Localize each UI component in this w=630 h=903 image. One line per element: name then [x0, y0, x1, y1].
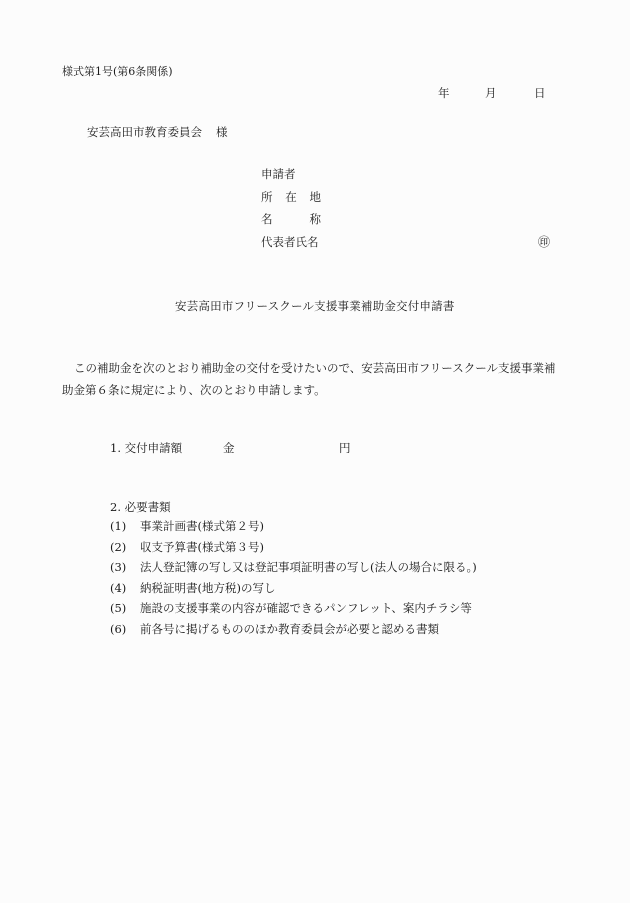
address-label: [261, 190, 321, 204]
list-item: [110, 540, 477, 561]
list-item: [110, 560, 477, 581]
body-paragraph: [62, 357, 582, 401]
body-line-1: この補助金を次のとおり補助金の交付を受けたいので、安芸高田市フリースクール支援事業補: [74, 361, 556, 375]
list-item: [110, 622, 477, 643]
item-number: (1): [110, 519, 127, 533]
address-label-row: [261, 190, 321, 213]
item-text: 納税証明書(地方税)の写し: [140, 580, 276, 595]
name-label-char: 称: [309, 212, 321, 226]
address-label-char: 地: [309, 189, 321, 204]
list-item: [110, 519, 477, 540]
body-line-2: 助金第６条に規定により、次のとおり申請します。: [62, 383, 326, 397]
item-number: (3): [110, 560, 127, 574]
representative-label: 代表者氏名: [261, 234, 319, 249]
name-label-row: [261, 212, 321, 235]
addressee: [87, 125, 228, 139]
item-number: (2): [110, 539, 127, 554]
item-text: 施設の支援事業の内容が確認できるパンフレット、案内チラシ等: [140, 601, 472, 615]
item-text: 前各号に掲げるもののほか教育委員会が必要と認める書類: [140, 621, 439, 636]
name-label: [261, 212, 321, 226]
required-documents-list: [110, 519, 477, 642]
item-number: (4): [110, 580, 127, 595]
document-title: 安芸高田市フリースクール支援事業補助金交付申請書: [175, 299, 455, 313]
item-text: 法人登記簿の写し又は登記事項証明書の写し(法人の場合に限る。): [140, 560, 477, 574]
name-label-char: 名: [261, 212, 273, 226]
section-grant-amount: [110, 441, 351, 455]
form-number: 様式第1号(第6条関係): [62, 65, 173, 78]
date-month-label: 月: [485, 86, 497, 100]
applicant-block: [261, 167, 321, 257]
item-number: (5): [110, 601, 127, 615]
address-label-char: 在: [285, 189, 297, 204]
required-documents-heading: 2. 必要書類: [110, 500, 171, 514]
date-year-label: 年: [438, 86, 450, 100]
list-item: [110, 581, 477, 602]
addressee-honorific: 様: [216, 125, 228, 139]
applicant-heading: 申請者: [261, 167, 296, 181]
grant-amount-label: 1. 交付申請額: [110, 441, 183, 455]
address-label-char: 所: [261, 189, 273, 204]
item-text: 事業計画書(様式第２号): [140, 519, 264, 533]
date-day-label: 日: [534, 86, 546, 100]
item-text: 収支予算書(様式第３号): [140, 539, 264, 554]
item-number: (6): [110, 621, 127, 636]
addressee-name: 安芸高田市教育委員会: [87, 125, 202, 139]
seal-icon: ㊞: [538, 235, 551, 249]
amount-suffix: 円: [339, 441, 351, 455]
list-item: [110, 601, 477, 622]
amount-prefix: 金: [223, 441, 235, 455]
